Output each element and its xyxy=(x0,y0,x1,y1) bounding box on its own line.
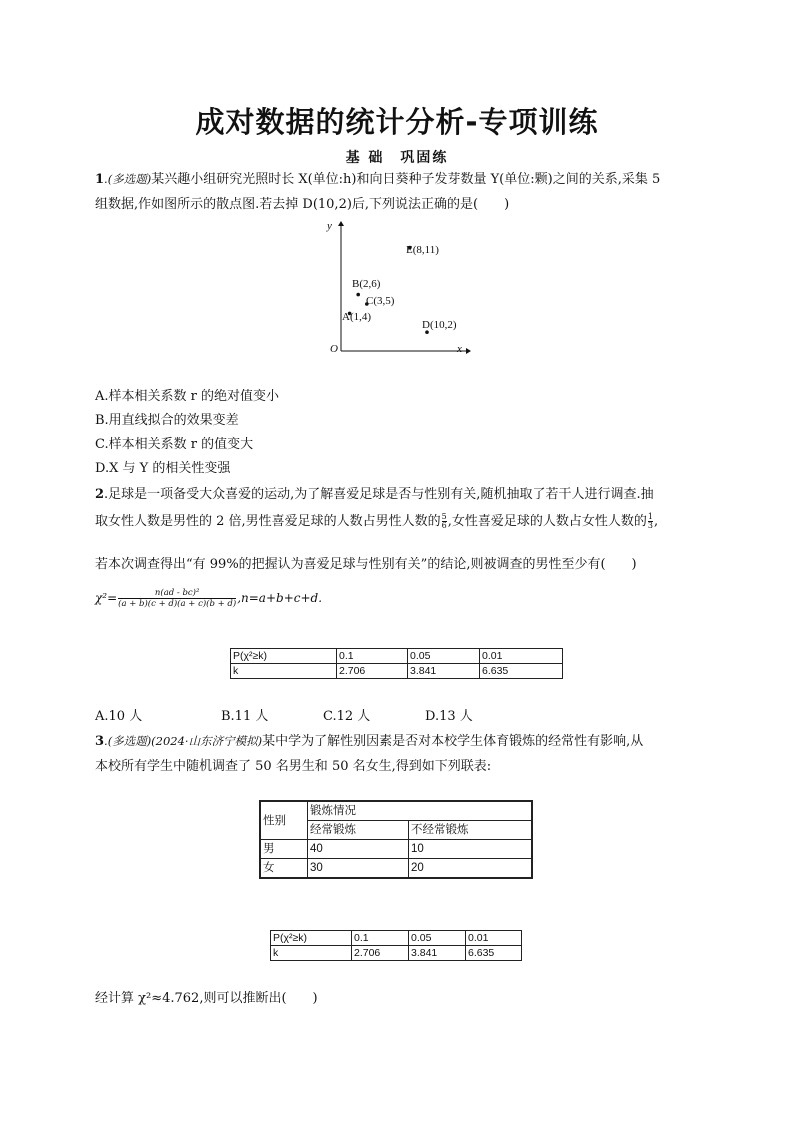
q2-line3: 若本次调查得出“有 99%的把握认为喜爱足球与性别有关”的结论,则被调查的男性至少有( ) xyxy=(95,557,637,572)
formula-numerator: n(ad - bc)² xyxy=(154,588,200,598)
q3-contingency-table xyxy=(259,800,533,879)
y-axis-label: y xyxy=(327,220,332,232)
table-cell: 0.01 xyxy=(466,931,522,946)
q3-critical-value-table xyxy=(270,930,522,961)
q1-option-c: C.样本相关系数 r 的值变大 xyxy=(95,437,254,452)
table-cell: 0.1 xyxy=(352,931,409,946)
formula-lhs: χ²= xyxy=(95,591,118,605)
table-cell: 6.635 xyxy=(480,664,563,679)
table-cell: P(χ²≥k) xyxy=(271,931,352,946)
table-cell: 3.841 xyxy=(408,664,480,679)
table-row xyxy=(260,859,532,879)
x-axis-label: x xyxy=(457,343,462,355)
fraction-one-third xyxy=(648,513,653,530)
point-label-b: B(2,6) xyxy=(352,278,381,290)
table-row xyxy=(231,664,563,679)
q3-line1 xyxy=(95,733,643,750)
q2-option-b: B.11 人 xyxy=(221,709,269,724)
origin-label: O xyxy=(330,343,338,355)
q1-option-b: B.用直线拟合的效果变差 xyxy=(95,413,239,428)
q1-line2: 组数据,作如图所示的散点图.若去掉 D(10,2)后,下列说法正确的是( ) xyxy=(95,197,510,212)
q2-line1 xyxy=(95,486,654,503)
y-axis-arrow xyxy=(338,221,344,226)
table-row xyxy=(260,840,532,859)
q2-text2b: ,女性喜爱足球的人数占女性人数的 xyxy=(447,514,647,529)
q3-tag: .(多选题)(2024·山东济宁模拟) xyxy=(104,734,263,748)
table-cell: 2.706 xyxy=(337,664,408,679)
table-row xyxy=(260,801,532,821)
q1-option-d: D.X 与 Y 的相关性变强 xyxy=(95,461,231,476)
q3-text1: 某中学为了解性别因素是否对本校学生体育锻炼的经常性有影响,从 xyxy=(262,734,644,749)
row-label-female: 女 xyxy=(260,859,308,879)
table-row xyxy=(271,931,522,946)
exercise-header: 锻炼情况 xyxy=(308,801,533,821)
q2-critical-value-table xyxy=(230,648,563,679)
table-row xyxy=(231,649,563,664)
table-cell: 40 xyxy=(308,840,409,859)
formula-denominator: (a + b)(c + d)(a + c)(b + d) xyxy=(118,599,237,609)
table-cell: 0.1 xyxy=(337,649,408,664)
col-frequent: 经常锻炼 xyxy=(308,821,409,840)
q3-number: 3 xyxy=(95,734,105,749)
table-cell: 0.01 xyxy=(480,649,563,664)
q2-text2c: , xyxy=(654,514,659,529)
fraction-five-sixths xyxy=(442,513,447,530)
q2-line2 xyxy=(95,513,658,530)
frac2-numerator: 1 xyxy=(647,512,653,521)
scatter-point-b xyxy=(356,293,360,297)
col-infrequent: 不经常锻炼 xyxy=(409,821,533,840)
point-label-c: C(3,5) xyxy=(366,295,395,307)
q1-line1 xyxy=(95,171,660,188)
q2-text1: .足球是一项备受大众喜爱的运动,为了解喜爱足球是否与性别有关,随机抽取了若干人进行调查.抽 xyxy=(104,487,654,502)
q2-option-c: C.12 人 xyxy=(323,709,371,724)
q1-option-a: A.样本相关系数 r 的绝对值变小 xyxy=(95,389,279,404)
frac2-denominator: 3 xyxy=(647,521,653,530)
chi-square-formula xyxy=(95,588,322,609)
table-cell: 0.05 xyxy=(409,931,466,946)
table-cell: 0.05 xyxy=(408,649,480,664)
x-axis-arrow xyxy=(466,348,471,354)
q2-option-d: D.13 人 xyxy=(425,709,473,724)
frac1-numerator: 5 xyxy=(441,512,447,521)
table-cell: 2.706 xyxy=(352,946,409,961)
table-cell: 30 xyxy=(308,859,409,879)
table-row xyxy=(271,946,522,961)
table-cell: k xyxy=(231,664,337,679)
q1-tag: .(多选题) xyxy=(104,172,152,186)
page-title: 成对数据的统计分析-专项训练 xyxy=(195,105,599,139)
point-label-e: E(8,11) xyxy=(406,244,439,256)
q2-option-a: A.10 人 xyxy=(95,709,143,724)
table-cell: 10 xyxy=(409,840,533,859)
q3-line2: 本校所有学生中随机调查了 50 名男生和 50 名女生,得到如下列联表: xyxy=(95,759,492,774)
point-label-d: D(10,2) xyxy=(422,319,457,331)
formula-rhs: ,n=a+b+c+d. xyxy=(237,591,323,605)
row-label-male: 男 xyxy=(260,840,308,859)
table-cell: 3.841 xyxy=(409,946,466,961)
point-label-a: A(1,4) xyxy=(342,311,372,323)
formula-fraction xyxy=(118,588,236,609)
table-cell: 6.635 xyxy=(466,946,522,961)
table-cell: 20 xyxy=(409,859,533,879)
frac1-denominator: 6 xyxy=(441,521,447,530)
table-cell: P(χ²≥k) xyxy=(231,649,337,664)
q1-number: 1 xyxy=(95,172,105,187)
q2-text2a: 取女性人数是男性的 2 倍,男性喜爱足球的人数占男性人数的 xyxy=(95,514,441,529)
q2-number: 2 xyxy=(95,487,105,502)
gender-header: 性别 xyxy=(260,801,308,840)
table-cell: k xyxy=(271,946,352,961)
section-subtitle: 基 础 巩固练 xyxy=(345,150,449,166)
q1-text1: 某兴趣小组研究光照时长 X(单位:h)和向日葵种子发芽数量 Y(单位:颗)之间的关系,采集 5 xyxy=(151,172,661,187)
q3-last-line: 经计算 χ²≈4.762,则可以推断出( ) xyxy=(95,991,318,1006)
q1-scatter-plot xyxy=(320,218,480,358)
